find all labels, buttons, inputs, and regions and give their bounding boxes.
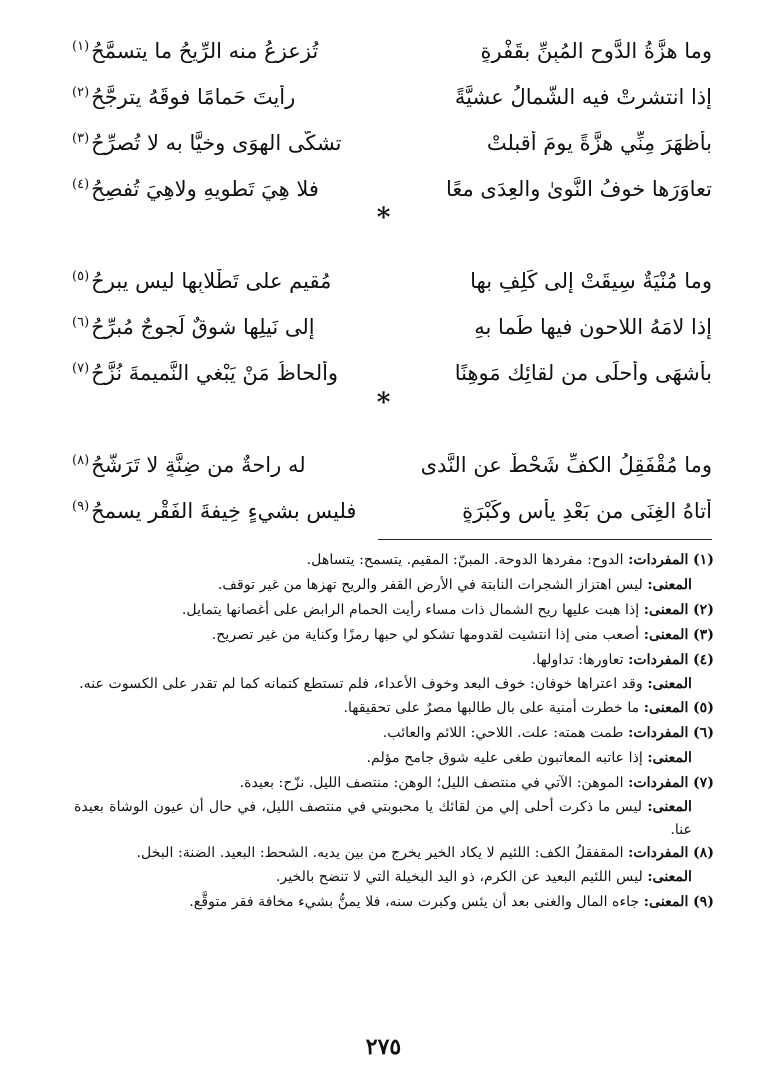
footnote-text: ما خطرت أمنية على بال طالبها مصرٌ على تحقيقها. [343,700,640,716]
footnote-line [74,746,714,771]
verse-second-hemistich [72,315,396,339]
footnote-label: المعنى: [643,700,689,716]
verse-1 [72,28,712,74]
footnote-line [74,673,714,696]
footnote-text: الموهن: الآتي في منتصف الليل؛ الوهن: منتصف الليل. نزّح: بعيدة. [239,775,624,791]
footnote-text: جاءه المال والغنى بعد أن يئس وكبرت سنه، فلا يمنُّ بشيء مخافة فقر متوقَّع. [189,894,640,910]
footnote-text: ليس اللئيم البعيد عن الكرم، ذو اليد البخيلة التي لا تنضح بالخير. [275,869,643,885]
footnote-ref: (٥) [72,269,90,284]
footnote-number: (٩) [692,894,714,910]
footnote-line [74,721,714,746]
footnote-number: (٤) [692,652,714,668]
verse-6 [72,304,712,350]
section-separator: * [376,388,391,418]
footnote-text: ليس ما ذكرت أحلى إلي من لقائك يا محبوبتي في منتصف الليل، في حال أن عيون الوشاة بعيدة عنا. [74,799,692,838]
verse-second-text: له راحةٌ من ضِنَّةٍ لا تَرَشَّحُ [91,453,306,477]
footnote-label: المفردات: [628,845,689,861]
footnote-line [74,648,714,673]
footnote-number: (٢) [692,602,714,618]
footnote-label: المعنى: [647,750,692,766]
footnote-number: (١) [692,552,714,568]
footnote-text: المقفقلُ الكف: اللئيم لا يكاد الخير يخرج من بين يديه. الشحط: البعيد. الضنة: البخل. [136,845,624,861]
footnote-text: ليس اهتزاز الشجرات النابتة في الأرض القفر والريح تهزها من غير توقف. [217,577,643,593]
verse-second-text: مُقيمٍ على تَطْلابِها ليس يبرحُ [91,269,332,293]
footnote-label: المفردات: [628,652,689,668]
verse-first-hemistich: بأشهَى وأحلَى من لقائِك مَوهِنًا [454,361,712,385]
footnote-label: المعنى: [643,602,689,618]
verse-second-text: إلى نَيلِها شوقٌ لَجوجٌ مُبرِّحُ [91,315,315,339]
footnote-ref: (٣) [72,131,90,146]
verse-second-hemistich [72,499,396,523]
verse-5 [72,258,712,304]
verse-group-2 [72,258,712,396]
verse-second-text: رأيتَ حَمامًا فوقَهُ يترجَّحُ [91,85,296,109]
footnote-line [74,890,714,915]
verse-first-hemistich: بأظهَرَ مِنِّي هزَّةً يومَ أقبلتْ [486,131,712,155]
footnote-text: وقد اعتراها خوفان: خوف البعد وخوف الأعداء، فلم تستطع كتمانه كما لم تقدر على الكسوت عنه. [79,676,643,692]
verse-second-text: تشكَّى الهوَى وخيًّا به لا تُصرِّحُ [91,131,342,155]
footnotes [74,548,714,915]
footnote-label: المعنى: [643,894,689,910]
footnote-ref: (٨) [72,453,90,468]
footnote-text: إذا عاتبه المعاتبون طغى عليه شوق جامح مؤلم. [366,750,643,766]
footnote-text: أصعب منى إذا انتشيت لقدومها تشكو لي حبها رمزًا وكناية من غير تصريح. [211,627,640,643]
verse-2 [72,74,712,120]
footnote-divider [378,539,712,540]
verse-first-hemistich: إذا انتشرتْ فيه الشَّمالُ عشيَّةً [454,85,712,109]
verse-9 [72,488,712,534]
verse-second-text: فلا هِيَ تَطويهِ ولاهِيَ تُفصِحُ [91,177,319,201]
footnote-ref: (٦) [72,315,90,330]
footnote-label: المعنى: [643,627,689,643]
footnote-label: المعنى: [647,799,692,815]
verse-second-hemistich [72,269,396,293]
verse-second-hemistich [72,39,396,63]
verse-3 [72,120,712,166]
footnote-ref: (٧) [72,361,90,376]
footnote-ref: (٩) [72,499,90,514]
verse-second-hemistich [72,85,396,109]
footnote-number: (٧) [692,775,714,791]
footnote-text: إذا هبت عليها ريح الشمال ذات مساء رأيت الحمام الرابض على أغصانها يتمايل. [181,602,640,618]
footnote-label: المفردات: [628,725,689,741]
verse-second-text: فليس بشيءٍ خِيفةَ الفَقْرِ يسمحُ [91,499,357,523]
verse-second-hemistich [72,177,396,201]
footnote-number: (٥) [692,700,714,716]
footnote-text: طمت همته: علت. اللاحي: اللائم والعائب. [382,725,624,741]
footnote-ref: (١) [72,39,90,54]
page-number: ٢٧٥ [365,1034,402,1060]
footnote-line [74,796,714,842]
footnote-label: المفردات: [628,775,689,791]
footnote-label: المفردات: [628,552,689,568]
footnote-line [74,573,714,598]
footnote-label: المعنى: [647,577,692,593]
verse-first-hemistich: وما مُنْيَةٌ سِيقَتْ إلى كَلِفٍ بها [470,269,712,293]
footnote-number: (٨) [692,845,714,861]
verse-second-hemistich [72,453,396,477]
verse-8 [72,442,712,488]
footnote-text: الدوح: مفردها الدوحة. المبنّ: المقيم. يتسمح: يتساهل. [306,552,624,568]
footnote-line [74,842,714,865]
verse-group-1 [72,28,712,212]
footnote-number: (٦) [692,725,714,741]
footnote-number: (٣) [692,627,714,643]
verse-second-text: وألحاظُ مَنْ يَبْغي النَّميمةَ نُزَّحُ [91,361,339,385]
verse-first-hemistich: تعاوَرَها خوفُ النَّوىٰ والعِدَى معًا [445,177,712,201]
verse-second-text: تُزعزِعُ منه الرِّيحُ ما يتسمَّحُ [91,39,319,63]
verse-first-hemistich: أتاهُ الغِنَى من بَعْدِ يأسٍ وكَبْرَةٍ [462,499,712,523]
footnote-label: المعنى: [647,676,692,692]
footnote-line [74,771,714,796]
verse-second-hemistich [72,131,396,155]
footnote-label: المعنى: [647,869,692,885]
footnote-ref: (٤) [72,177,90,192]
verse-group-3 [72,442,712,534]
verse-second-hemistich [72,361,396,385]
footnote-line [74,865,714,890]
verse-first-hemistich: إذا لامَهُ اللاحون فيها طَما بهِ [474,315,712,339]
footnote-text: تعاورها: تداولها. [531,652,624,668]
footnote-ref: (٢) [72,85,90,100]
verse-first-hemistich: وما مُقْفَقِلُ الكفِّ شَحْطٌ عن النَّدى [420,453,712,477]
section-separator: * [376,203,391,233]
footnote-line [74,696,714,721]
footnote-line [74,598,714,623]
footnote-line [74,623,714,648]
footnote-line [74,548,714,573]
verse-first-hemistich: وما هزَّةُ الدَّوحِ المُبِنِّ بقَفْرةٍ [480,39,712,63]
